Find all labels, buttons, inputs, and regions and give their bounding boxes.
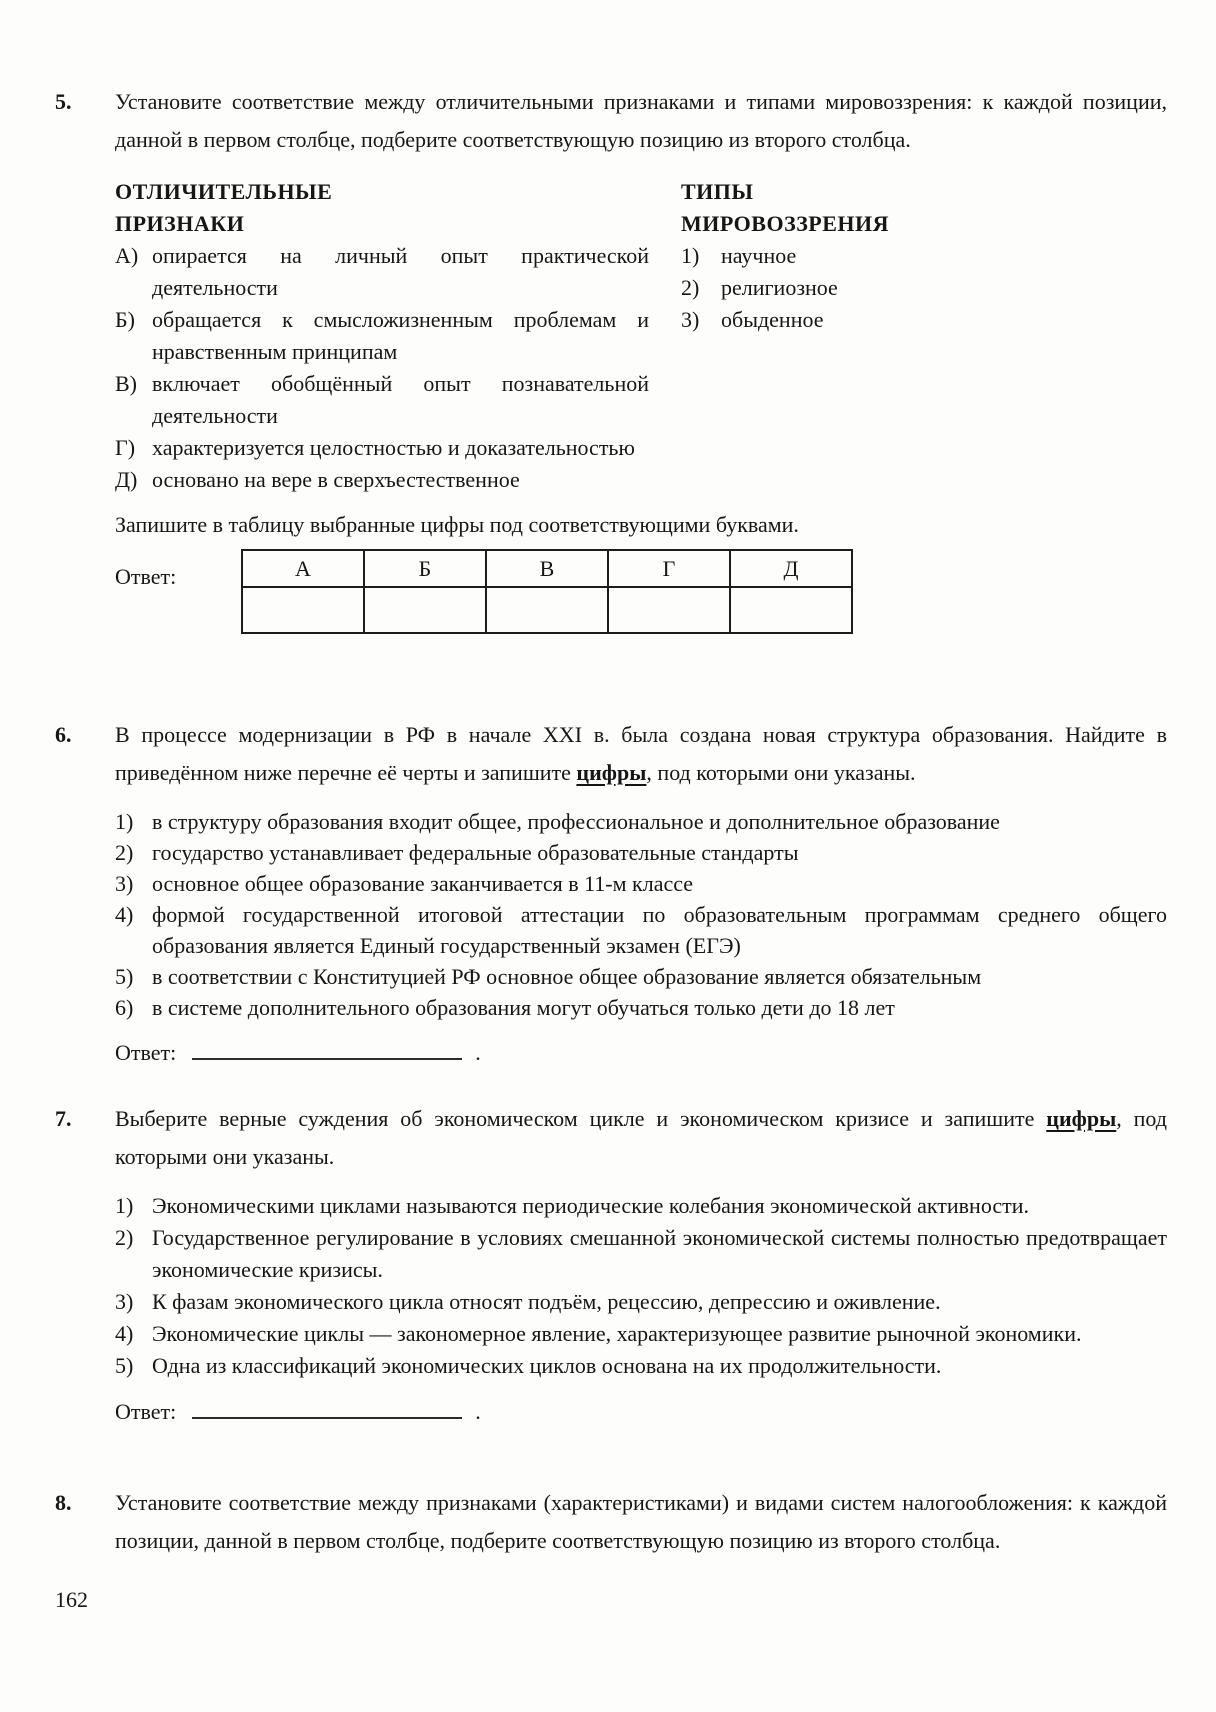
option-2-label: 2)	[115, 1225, 134, 1250]
option-4-label: 4)	[115, 902, 134, 927]
answer-cell-d	[730, 587, 852, 633]
answer-blank-line	[192, 1396, 462, 1419]
left-item-v	[115, 368, 649, 432]
question-7-answer-label: Ответ:	[115, 1399, 177, 1424]
option-1-label: 1)	[115, 809, 134, 834]
left-item-a	[115, 240, 649, 304]
answer-cell-v	[486, 587, 608, 633]
left-column-header-line1: ОТЛИЧИТЕЛЬНЫЕ	[115, 179, 333, 204]
question-8-number: 8.	[55, 1490, 72, 1515]
option-4-text: формой государственной итоговой аттестации по образовательным программам среднего общего образования является Единый государственный экзамен (ЕГЭ)	[152, 902, 1167, 958]
option-2-label: 2)	[115, 840, 134, 865]
answer-table-header-v: В	[486, 550, 608, 587]
left-column-header-line2: ПРИЗНАКИ	[115, 211, 245, 236]
answer-period: .	[475, 1040, 481, 1065]
question-5	[55, 83, 1167, 634]
matching-right-column	[681, 176, 1011, 496]
question-6-prompt-before: В процессе модернизации в РФ в начале XXI в. была создана новая структура образования. Найдите в приведённом ниже перечне её черты и запишите	[115, 722, 1167, 785]
left-item-g-text: характеризуется целостностью и доказательностью	[152, 435, 635, 460]
option-6	[115, 992, 1167, 1023]
right-item-3	[681, 304, 1011, 336]
left-item-b-text: обращается к смысложизненным проблемам и нравственным принципам	[152, 307, 649, 364]
right-item-1	[681, 240, 1011, 272]
left-item-b-label: Б)	[115, 307, 135, 332]
question-5-number: 5.	[55, 89, 72, 114]
question-6-prompt-emphasis: цифры	[576, 760, 647, 785]
question-6	[55, 716, 1167, 1068]
question-7-prompt	[115, 1100, 1167, 1176]
question-7-prompt-emphasis: цифры	[1046, 1106, 1117, 1131]
left-item-g-label: Г)	[115, 435, 136, 460]
question-7-prompt-before: Выберите верные суждения об экономическом цикле и экономическом кризисе и запишите	[115, 1106, 1047, 1131]
question-6-options	[115, 806, 1167, 1023]
answer-table-header-a: А	[242, 550, 364, 587]
option-1-label: 1)	[115, 1193, 134, 1218]
option-5-label: 5)	[115, 964, 134, 989]
question-5-instruction: Запишите в таблицу выбранные цифры под соответствующими буквами.	[115, 512, 799, 537]
option-2-text: Государственное регулирование в условиях смешанной экономической системы полностью предотвращает экономические кризисы.	[152, 1225, 1167, 1282]
left-item-g	[115, 432, 649, 464]
answer-table-header-d: Д	[730, 550, 852, 587]
option-3	[115, 868, 1167, 899]
option-1-text: Экономическими циклами называются периодические колебания экономической активности.	[152, 1193, 1030, 1218]
option-5-text: Одна из классификаций экономических циклов основана на их продолжительности.	[152, 1353, 942, 1378]
question-6-prompt	[115, 716, 1167, 792]
option-6-text: в системе дополнительного образования могут обучаться только дети до 18 лет	[152, 995, 895, 1020]
option-2	[115, 1222, 1167, 1286]
right-item-2	[681, 272, 1011, 304]
option-1	[115, 1190, 1167, 1222]
left-item-d-label: Д)	[115, 467, 138, 492]
question-7	[55, 1100, 1167, 1427]
answer-table-header-g: Г	[608, 550, 730, 587]
question-5-prompt: Установите соответствие между отличительными признаками и типами мировоззрения: к каждой позиции, данной в первом столбце, подберите соответствующую позицию из второго столбца.	[115, 89, 1167, 152]
left-item-a-text: опирается на личный опыт практической деятельности	[152, 243, 649, 300]
left-item-v-text: включает обобщённый опыт познавательной деятельности	[152, 371, 649, 428]
option-3-label: 3)	[115, 1289, 134, 1314]
option-1	[115, 806, 1167, 837]
answer-table-header-row	[242, 550, 852, 587]
option-3-label: 3)	[115, 871, 134, 896]
question-6-prompt-after: , под которыми они указаны.	[646, 760, 916, 785]
answer-cell-a	[242, 587, 364, 633]
right-item-3-label: 3)	[681, 307, 700, 332]
right-item-2-label: 2)	[681, 275, 700, 300]
answer-period: .	[475, 1399, 481, 1424]
option-4	[115, 899, 1167, 961]
right-item-1-text: научное	[721, 243, 797, 268]
question-5-answer-area	[115, 549, 1167, 634]
question-7-prompt-after: , под которыми они указаны.	[115, 1106, 1167, 1169]
question-7-answer-line	[115, 1396, 1167, 1427]
left-item-d	[115, 464, 649, 496]
question-6-number: 6.	[55, 722, 72, 747]
answer-table-input-row	[242, 587, 852, 633]
right-item-3-text: обыденное	[721, 307, 824, 332]
answer-blank-line	[192, 1037, 462, 1060]
matching-left-column	[115, 176, 649, 496]
question-7-options	[115, 1190, 1167, 1382]
right-item-1-label: 1)	[681, 243, 700, 268]
option-3	[115, 1286, 1167, 1318]
question-8	[55, 1484, 1167, 1560]
option-3-text: основное общее образование заканчивается в 11-м классе	[152, 871, 694, 896]
right-item-2-text: религиозное	[721, 275, 838, 300]
left-item-d-text: основано на вере в сверхъестественное	[152, 467, 520, 492]
option-3-text: К фазам экономического цикла относят подъём, рецессию, депрессию и оживление.	[152, 1289, 941, 1314]
question-6-answer-line	[115, 1037, 1167, 1068]
answer-table	[241, 549, 853, 634]
left-item-v-label: В)	[115, 371, 137, 396]
option-6-label: 6)	[115, 995, 134, 1020]
left-item-b	[115, 304, 649, 368]
page-number: 162	[55, 1587, 88, 1612]
answer-table-header-b: Б	[364, 550, 486, 587]
question-8-prompt: Установите соответствие между признаками (характеристиками) и видами систем налогообложения: к каждой позиции, данной в первом столбце, подберите соответствующую позицию из второго столбца.	[115, 1490, 1167, 1553]
question-7-number: 7.	[55, 1106, 72, 1131]
matching-columns	[115, 176, 1167, 496]
question-6-answer-label: Ответ:	[115, 1040, 177, 1065]
option-5-label: 5)	[115, 1353, 134, 1378]
answer-cell-g	[608, 587, 730, 633]
answer-cell-b	[364, 587, 486, 633]
option-5	[115, 961, 1167, 992]
option-2-text: государство устанавливает федеральные образовательные стандарты	[152, 840, 799, 865]
question-5-answer-label: Ответ:	[115, 564, 177, 589]
right-column-header-line2: МИРОВОЗЗРЕНИЯ	[681, 211, 890, 236]
option-1-text: в структуру образования входит общее, профессиональное и дополнительное образование	[152, 809, 1000, 834]
option-2	[115, 837, 1167, 868]
option-4-text: Экономические циклы — закономерное явление, характеризующее развитие рыночной экономики.	[152, 1321, 1082, 1346]
option-4	[115, 1318, 1167, 1350]
option-4-label: 4)	[115, 1321, 134, 1346]
option-5-text: в соответствии с Конституцией РФ основное общее образование является обязательным	[152, 964, 982, 989]
right-column-header-line1: ТИПЫ	[681, 179, 754, 204]
option-5	[115, 1350, 1167, 1382]
left-item-a-label: А)	[115, 243, 139, 268]
